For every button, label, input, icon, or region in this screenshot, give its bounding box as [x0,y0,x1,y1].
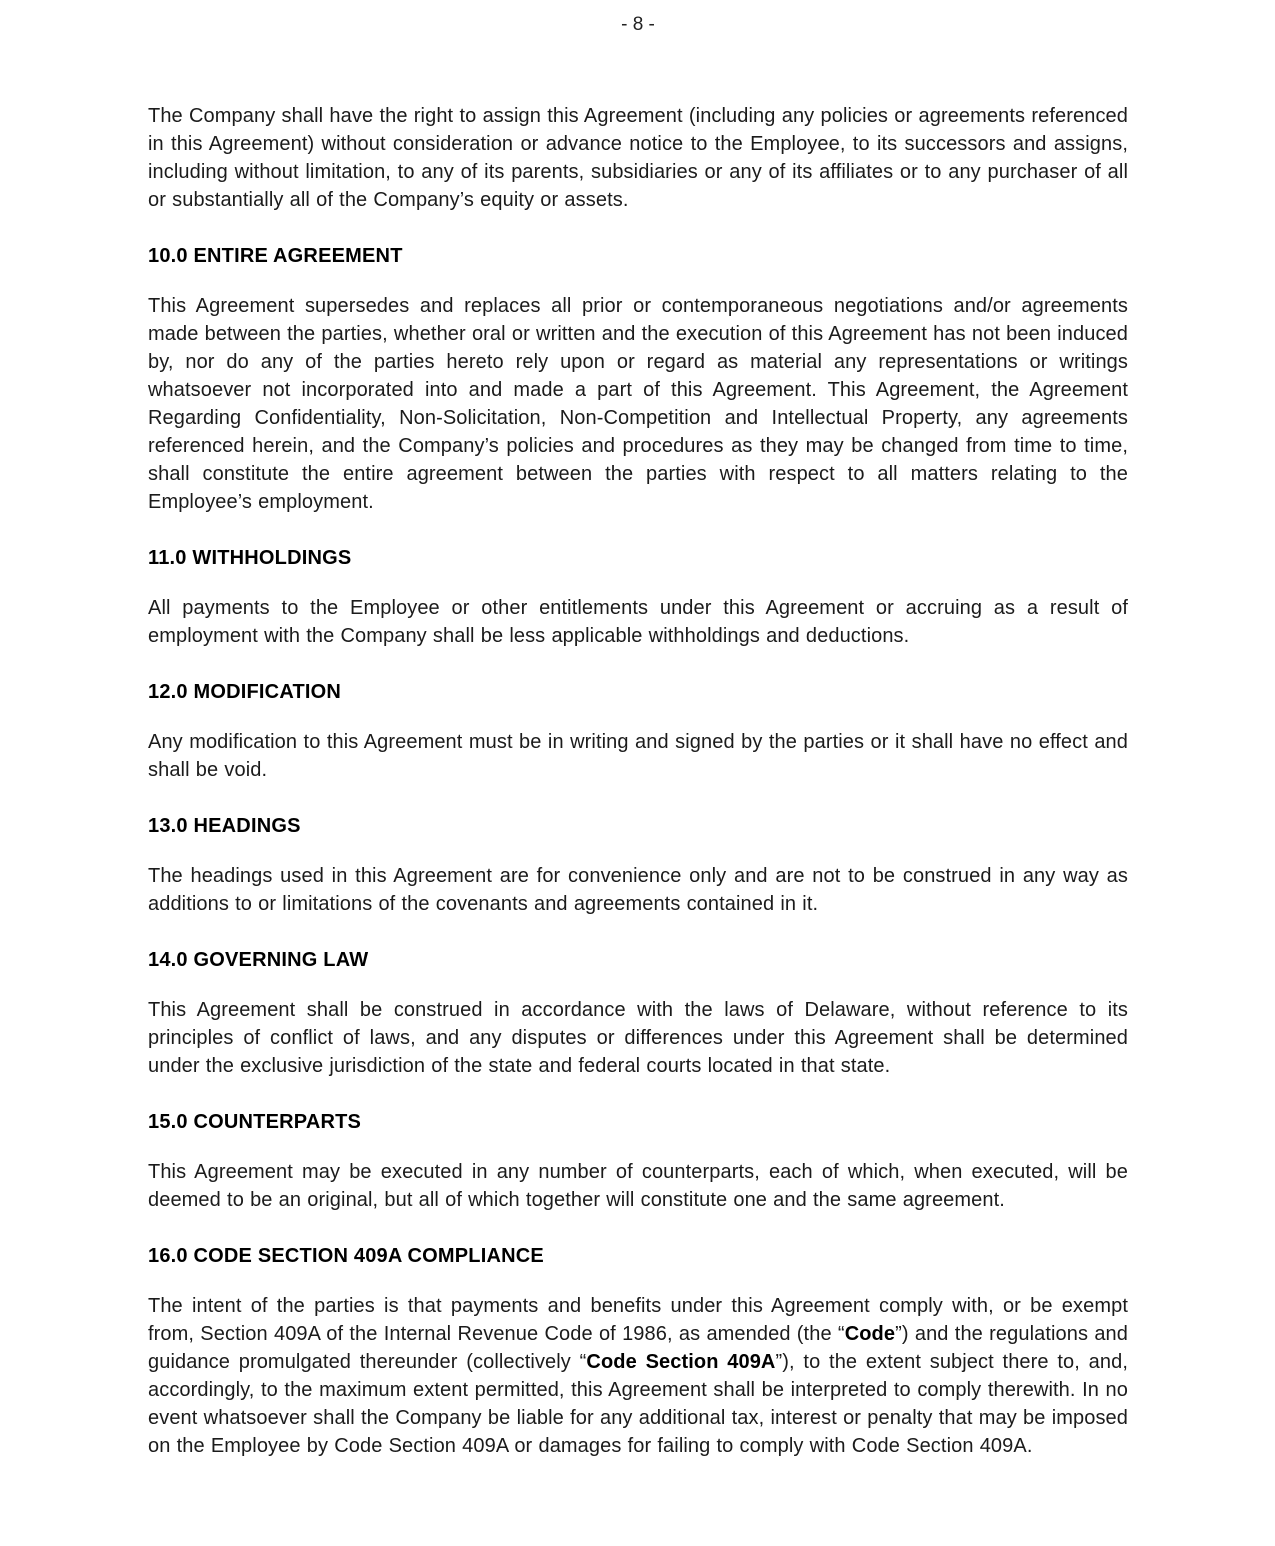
section-counterparts [148,1108,1128,1214]
section-body-code-409a-compliance: The intent of the parties is that payments and benefits under this Agreement comply with, or be exempt from, Section 409A of the Internal Revenue Code of 1986, as amended (the “Code”) and the regulations and guidance promulgated thereunder (collectively “Code Section 409A”), to the extent subject there to, and, accordingly, to the maximum extent permitted, this Agreement shall be interpreted to comply therewith. In no event whatsoever shall the Company be liable for any additional tax, interest or penalty that may be imposed on the Employee by Code Section 409A or damages for failing to comply with Code Section 409A. [148,1295,1129,1457]
intro-paragraph: The Company shall have the right to assign this Agreement (including any policies or agreements referenced in this Agreement) without consideration or advance notice to the Employee, to its successors and assigns, including without limitation, to any of its parents, subsidiaries or any of its affiliates or to any purchaser of all or substantially all of the Company’s equity or assets. [148,105,1128,211]
section-headings [148,812,1128,918]
section-heading-counterparts: 15.0 COUNTERPARTS [148,1111,362,1133]
section-body-governing-law: This Agreement shall be construed in accordance with the laws of Delaware, without reference to its principles of conflict of laws, and any disputes or differences under this Agreement shall be determined under the exclusive jurisdiction of the state and federal courts located in that state. [148,999,1128,1077]
section-heading-modification: 12.0 MODIFICATION [148,681,342,703]
section-body-modification: Any modification to this Agreement must be in writing and signed by the parties or it shall have no effect and shall be void. [148,731,1128,781]
page-number: - 8 - [621,14,655,35]
section-heading-headings: 13.0 HEADINGS [148,815,301,837]
section-body-withholdings: All payments to the Employee or other entitlements under this Agreement or accruing as a result of employment with the Company shall be less applicable withholdings and deductions. [148,597,1128,647]
section-heading-governing-law: 14.0 GOVERNING LAW [148,949,369,971]
section-body-entire-agreement: This Agreement supersedes and replaces all prior or contemporaneous negotiations and/or agreements made between the parties, whether oral or written and the execution of this Agreement has not been induced by, nor do any of the parties hereto rely upon or regard as material any representations or writings whatsoever not incorporated into and made a part of this Agreement. This Agreement, the Agreement Regarding Confidentiality, Non-Solicitation, Non-Competition and Intellectual Property, any agreements referenced herein, and the Company’s policies and procedures as they may be changed from time to time, shall constitute the entire agreement between the parties with respect to all matters relating to the Employee’s employment. [148,295,1128,513]
section-entire-agreement [148,242,1128,516]
section-body-counterparts: This Agreement may be executed in any number of counterparts, each of which, when executed, will be deemed to be an original, but all of which together will constitute one and the same agreement. [148,1161,1128,1211]
section-withholdings [148,544,1128,650]
section-modification [148,678,1128,784]
section-heading-code-409a-compliance: 16.0 CODE SECTION 409A COMPLIANCE [148,1245,544,1267]
section-code-409a-compliance [148,1242,1128,1460]
section-heading-entire-agreement: 10.0 ENTIRE AGREEMENT [148,245,403,267]
section-heading-withholdings: 11.0 WITHHOLDINGS [148,547,352,569]
section-governing-law [148,946,1128,1080]
section-body-headings: The headings used in this Agreement are for convenience only and are not to be construed in any way as additions to or limitations of the covenants and agreements contained in it. [148,865,1128,915]
